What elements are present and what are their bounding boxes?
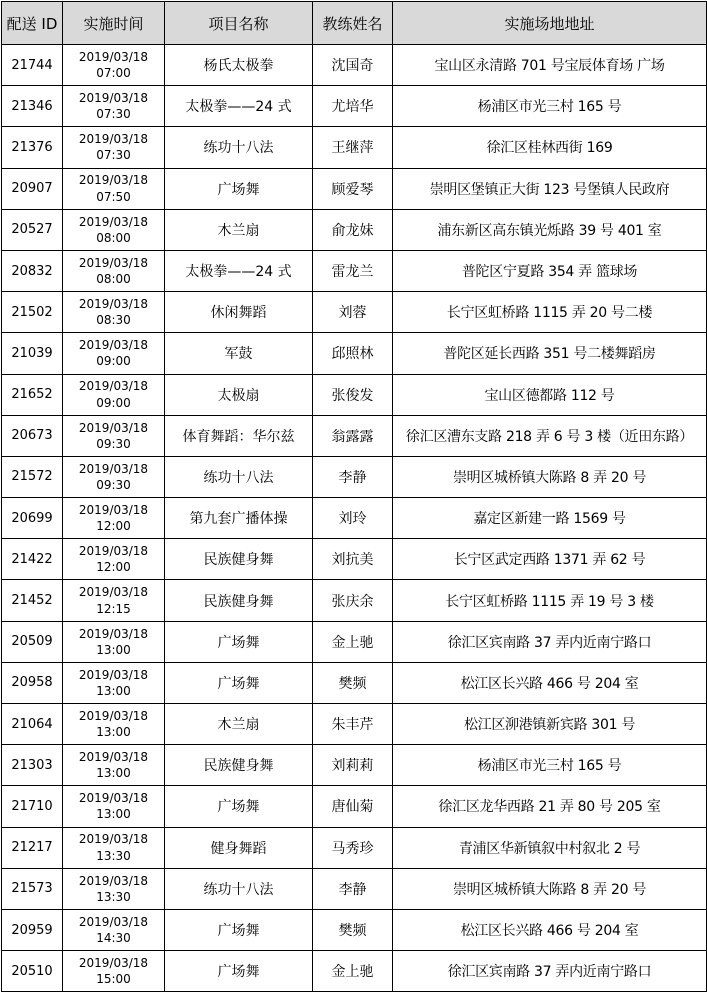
cell-id: 21422 bbox=[2, 539, 63, 580]
table-row bbox=[2, 292, 707, 333]
cell-coach: 刘玲 bbox=[313, 498, 393, 539]
cell-project: 广场舞 bbox=[165, 662, 313, 703]
cell-clock: 15:00 bbox=[96, 972, 131, 987]
cell-project: 第九套广播体操 bbox=[165, 498, 313, 539]
cell-coach: 金上驰 bbox=[313, 951, 393, 992]
cell-clock: 07:30 bbox=[96, 107, 131, 122]
cell-clock: 09:00 bbox=[96, 395, 131, 410]
cell-coach: 金上驰 bbox=[313, 621, 393, 662]
cell-coach: 唐仙菊 bbox=[313, 786, 393, 827]
cell-project: 体育舞蹈：华尔兹 bbox=[165, 415, 313, 456]
cell-coach: 邱照林 bbox=[313, 333, 393, 374]
cell-address: 长宁区虹桥路 1115 弄 20 号二楼 bbox=[393, 292, 707, 333]
cell-clock: 12:00 bbox=[96, 519, 131, 534]
cell-clock: 14:30 bbox=[96, 931, 131, 946]
cell-address: 徐汇区宾南路 37 弄内近南宁路口 bbox=[393, 951, 707, 992]
cell-time bbox=[63, 662, 165, 703]
cell-id: 20673 bbox=[2, 415, 63, 456]
cell-address: 普陀区宁夏路 354 弄 篮球场 bbox=[393, 250, 707, 291]
cell-time bbox=[63, 415, 165, 456]
cell-id: 21064 bbox=[2, 704, 63, 745]
cell-id: 20907 bbox=[2, 168, 63, 209]
cell-id: 21573 bbox=[2, 868, 63, 909]
table-row bbox=[2, 209, 707, 250]
cell-clock: 09:00 bbox=[96, 354, 131, 369]
cell-project: 军鼓 bbox=[165, 333, 313, 374]
cell-clock: 12:15 bbox=[96, 601, 131, 616]
header-time: 实施时间 bbox=[63, 2, 165, 45]
table-row bbox=[2, 580, 707, 621]
cell-time bbox=[63, 539, 165, 580]
cell-time bbox=[63, 292, 165, 333]
schedule-table bbox=[1, 1, 707, 992]
cell-time bbox=[63, 580, 165, 621]
cell-coach: 樊频 bbox=[313, 909, 393, 950]
cell-address: 宝山区德都路 112 号 bbox=[393, 374, 707, 415]
cell-date: 2019/03/18 bbox=[78, 873, 149, 888]
cell-coach: 樊频 bbox=[313, 662, 393, 703]
table-row bbox=[2, 868, 707, 909]
cell-project: 练功十八法 bbox=[165, 456, 313, 497]
cell-time bbox=[63, 45, 165, 86]
cell-coach: 雷龙兰 bbox=[313, 250, 393, 291]
cell-date: 2019/03/18 bbox=[78, 297, 149, 312]
cell-id: 21346 bbox=[2, 86, 63, 127]
cell-project: 广场舞 bbox=[165, 909, 313, 950]
cell-clock: 13:00 bbox=[96, 807, 131, 822]
cell-address: 徐汇区漕东支路 218 弄 6 号 3 楼（近田东路） bbox=[393, 415, 707, 456]
cell-id: 20832 bbox=[2, 250, 63, 291]
cell-id: 21572 bbox=[2, 456, 63, 497]
cell-date: 2019/03/18 bbox=[78, 461, 149, 476]
cell-id: 20509 bbox=[2, 621, 63, 662]
cell-project: 练功十八法 bbox=[165, 868, 313, 909]
cell-address: 杨浦区市光三村 165 号 bbox=[393, 745, 707, 786]
cell-date: 2019/03/18 bbox=[78, 502, 149, 517]
cell-time bbox=[63, 250, 165, 291]
cell-address: 松江区长兴路 466 号 204 室 bbox=[393, 662, 707, 703]
cell-date: 2019/03/18 bbox=[78, 956, 149, 971]
cell-address: 徐汇区桂林西街 169 bbox=[393, 127, 707, 168]
cell-coach: 马秀珍 bbox=[313, 827, 393, 868]
cell-id: 21452 bbox=[2, 580, 63, 621]
cell-id: 21376 bbox=[2, 127, 63, 168]
cell-date: 2019/03/18 bbox=[78, 379, 149, 394]
cell-project: 广场舞 bbox=[165, 951, 313, 992]
cell-coach: 张庆余 bbox=[313, 580, 393, 621]
cell-date: 2019/03/18 bbox=[78, 585, 149, 600]
cell-project: 木兰扇 bbox=[165, 209, 313, 250]
cell-clock: 13:00 bbox=[96, 725, 131, 740]
cell-project: 健身舞蹈 bbox=[165, 827, 313, 868]
header-project: 项目名称 bbox=[165, 2, 313, 45]
cell-date: 2019/03/18 bbox=[78, 132, 149, 147]
cell-time bbox=[63, 704, 165, 745]
cell-id: 21303 bbox=[2, 745, 63, 786]
cell-time bbox=[63, 621, 165, 662]
cell-time bbox=[63, 456, 165, 497]
cell-coach: 王继萍 bbox=[313, 127, 393, 168]
cell-coach: 刘莉莉 bbox=[313, 745, 393, 786]
cell-address: 青浦区华新镇叙中村叙北 2 号 bbox=[393, 827, 707, 868]
cell-address: 宝山区永清路 701 号宝辰体育场 广场 bbox=[393, 45, 707, 86]
table-row bbox=[2, 498, 707, 539]
cell-coach: 尤培华 bbox=[313, 86, 393, 127]
cell-address: 杨浦区市光三村 165 号 bbox=[393, 86, 707, 127]
cell-date: 2019/03/18 bbox=[78, 667, 149, 682]
cell-project: 练功十八法 bbox=[165, 127, 313, 168]
cell-address: 长宁区虹桥路 1115 弄 19 号 3 楼 bbox=[393, 580, 707, 621]
cell-id: 20699 bbox=[2, 498, 63, 539]
cell-project: 太极拳——24 式 bbox=[165, 250, 313, 291]
cell-date: 2019/03/18 bbox=[78, 91, 149, 106]
cell-date: 2019/03/18 bbox=[78, 420, 149, 435]
cell-id: 21039 bbox=[2, 333, 63, 374]
cell-project: 木兰扇 bbox=[165, 704, 313, 745]
cell-coach: 翁露露 bbox=[313, 415, 393, 456]
cell-date: 2019/03/18 bbox=[78, 214, 149, 229]
table-row bbox=[2, 168, 707, 209]
cell-project: 民族健身舞 bbox=[165, 580, 313, 621]
cell-address: 崇明区城桥镇大陈路 8 弄 20 号 bbox=[393, 868, 707, 909]
cell-address: 松江区泖港镇新宾路 301 号 bbox=[393, 704, 707, 745]
cell-clock: 12:00 bbox=[96, 560, 131, 575]
cell-date: 2019/03/18 bbox=[78, 914, 149, 929]
cell-coach: 沈国奇 bbox=[313, 45, 393, 86]
header-id: 配送 ID bbox=[2, 2, 63, 45]
cell-address: 崇明区堡镇正大街 123 号堡镇人民政府 bbox=[393, 168, 707, 209]
cell-clock: 13:30 bbox=[96, 848, 131, 863]
cell-project: 民族健身舞 bbox=[165, 745, 313, 786]
cell-clock: 13:30 bbox=[96, 889, 131, 904]
cell-clock: 13:00 bbox=[96, 766, 131, 781]
cell-address: 徐汇区龙华西路 21 弄 80 号 205 室 bbox=[393, 786, 707, 827]
header-address: 实施场地地址 bbox=[393, 2, 707, 45]
cell-clock: 08:00 bbox=[96, 272, 131, 287]
cell-clock: 08:00 bbox=[96, 230, 131, 245]
cell-date: 2019/03/18 bbox=[78, 832, 149, 847]
table-row bbox=[2, 456, 707, 497]
cell-address: 普陀区延长西路 351 号二楼舞蹈房 bbox=[393, 333, 707, 374]
cell-address: 嘉定区新建一路 1569 号 bbox=[393, 498, 707, 539]
cell-date: 2019/03/18 bbox=[78, 750, 149, 765]
cell-date: 2019/03/18 bbox=[78, 544, 149, 559]
cell-id: 21744 bbox=[2, 45, 63, 86]
cell-time bbox=[63, 127, 165, 168]
cell-coach: 刘抗美 bbox=[313, 539, 393, 580]
cell-date: 2019/03/18 bbox=[78, 626, 149, 641]
cell-time bbox=[63, 745, 165, 786]
table-row bbox=[2, 951, 707, 992]
cell-clock: 09:30 bbox=[96, 477, 131, 492]
table-row bbox=[2, 786, 707, 827]
cell-address: 崇明区城桥镇大陈路 8 弄 20 号 bbox=[393, 456, 707, 497]
cell-time bbox=[63, 374, 165, 415]
cell-clock: 09:30 bbox=[96, 436, 131, 451]
cell-project: 广场舞 bbox=[165, 168, 313, 209]
table-body bbox=[2, 45, 707, 992]
cell-time bbox=[63, 827, 165, 868]
cell-clock: 08:30 bbox=[96, 313, 131, 328]
cell-id: 20510 bbox=[2, 951, 63, 992]
table-row bbox=[2, 86, 707, 127]
table-row bbox=[2, 539, 707, 580]
table-row bbox=[2, 45, 707, 86]
table-row bbox=[2, 127, 707, 168]
table-row bbox=[2, 909, 707, 950]
cell-address: 徐汇区宾南路 37 弄内近南宁路口 bbox=[393, 621, 707, 662]
cell-id: 20527 bbox=[2, 209, 63, 250]
cell-clock: 13:00 bbox=[96, 642, 131, 657]
cell-time bbox=[63, 909, 165, 950]
cell-time bbox=[63, 168, 165, 209]
cell-time bbox=[63, 786, 165, 827]
cell-time bbox=[63, 86, 165, 127]
cell-address: 浦东新区高东镇光烁路 39 号 401 室 bbox=[393, 209, 707, 250]
table-row bbox=[2, 250, 707, 291]
cell-clock: 07:00 bbox=[96, 66, 131, 81]
cell-date: 2019/03/18 bbox=[78, 255, 149, 270]
cell-coach: 刘蓉 bbox=[313, 292, 393, 333]
header-coach: 教练姓名 bbox=[313, 2, 393, 45]
cell-project: 杨氏太极拳 bbox=[165, 45, 313, 86]
cell-project: 民族健身舞 bbox=[165, 539, 313, 580]
table-row bbox=[2, 374, 707, 415]
cell-id: 21217 bbox=[2, 827, 63, 868]
cell-id: 20958 bbox=[2, 662, 63, 703]
table-row bbox=[2, 827, 707, 868]
header-row bbox=[2, 2, 707, 45]
cell-time bbox=[63, 498, 165, 539]
cell-id: 21502 bbox=[2, 292, 63, 333]
cell-project: 广场舞 bbox=[165, 786, 313, 827]
cell-clock: 13:00 bbox=[96, 683, 131, 698]
cell-coach: 朱丰芹 bbox=[313, 704, 393, 745]
cell-date: 2019/03/18 bbox=[78, 338, 149, 353]
cell-id: 20959 bbox=[2, 909, 63, 950]
cell-coach: 张俊发 bbox=[313, 374, 393, 415]
cell-date: 2019/03/18 bbox=[78, 49, 149, 64]
cell-coach: 李静 bbox=[313, 868, 393, 909]
cell-time bbox=[63, 951, 165, 992]
table-row bbox=[2, 704, 707, 745]
cell-time bbox=[63, 209, 165, 250]
cell-id: 21710 bbox=[2, 786, 63, 827]
cell-id: 21652 bbox=[2, 374, 63, 415]
cell-clock: 07:30 bbox=[96, 148, 131, 163]
cell-address: 松江区长兴路 466 号 204 室 bbox=[393, 909, 707, 950]
table-row bbox=[2, 745, 707, 786]
cell-time bbox=[63, 868, 165, 909]
cell-time bbox=[63, 333, 165, 374]
cell-date: 2019/03/18 bbox=[78, 708, 149, 723]
cell-coach: 顾爱琴 bbox=[313, 168, 393, 209]
cell-project: 太极扇 bbox=[165, 374, 313, 415]
table-row bbox=[2, 415, 707, 456]
cell-project: 休闲舞蹈 bbox=[165, 292, 313, 333]
cell-project: 广场舞 bbox=[165, 621, 313, 662]
table-row bbox=[2, 621, 707, 662]
cell-date: 2019/03/18 bbox=[78, 791, 149, 806]
cell-project: 太极拳——24 式 bbox=[165, 86, 313, 127]
cell-coach: 俞龙妹 bbox=[313, 209, 393, 250]
cell-date: 2019/03/18 bbox=[78, 173, 149, 188]
table-row bbox=[2, 662, 707, 703]
cell-address: 长宁区武定西路 1371 弄 62 号 bbox=[393, 539, 707, 580]
cell-clock: 07:50 bbox=[96, 189, 131, 204]
table-row bbox=[2, 333, 707, 374]
cell-coach: 李静 bbox=[313, 456, 393, 497]
